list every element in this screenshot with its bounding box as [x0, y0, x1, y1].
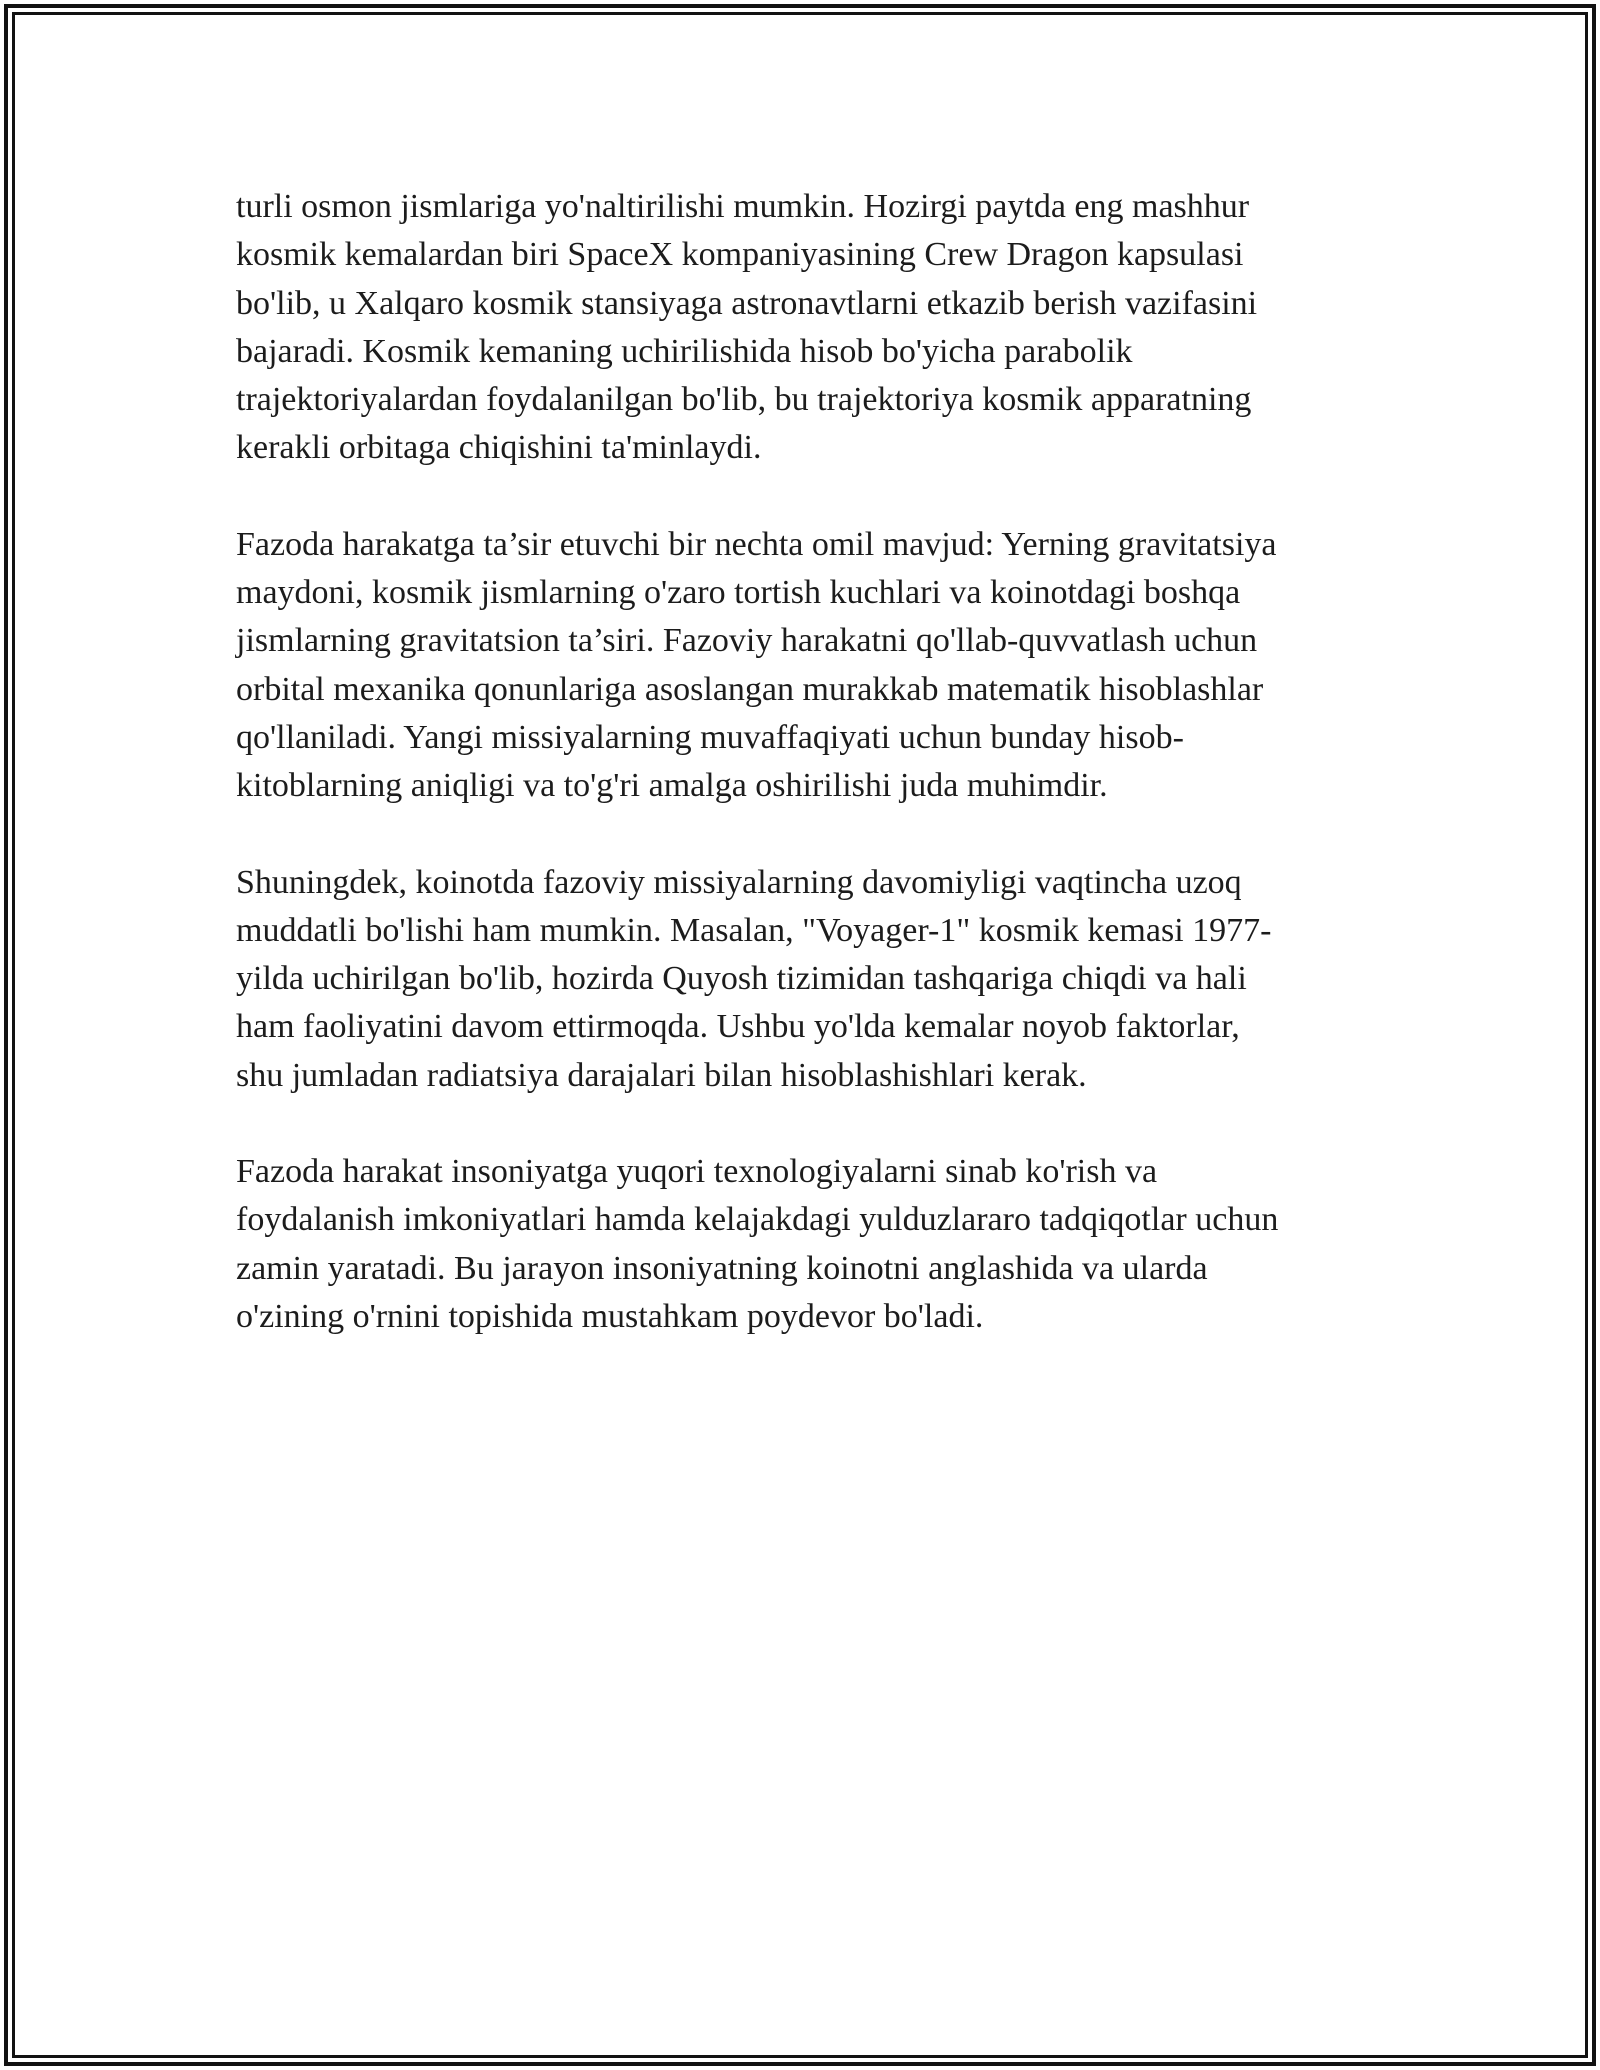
- text-line: jismlarning gravitatsion ta’siri. Fazoviy harakatni qo'llab-quvvatlash uchun: [236, 622, 1258, 660]
- text-line: qo'llaniladi. Yangi missiyalarning muvaffaqiyati uchun bunday hisob-: [236, 718, 1184, 756]
- document-body: [236, 183, 1376, 1389]
- paragraph-3: [236, 859, 1376, 1100]
- paragraph-4: [236, 1148, 1376, 1341]
- text-line: yilda uchirilgan bo'lib, hozirda Quyosh tizimidan tashqariga chiqdi va hali: [236, 960, 1247, 998]
- paragraph-2: [236, 521, 1376, 811]
- text-line: trajektoriyalardan foydalanilgan bo'lib, bu trajektoriya kosmik apparatning: [236, 381, 1252, 419]
- text-line: bajaradi. Kosmik kemaning uchirilishida hisob bo'yicha parabolik: [236, 332, 1133, 370]
- text-line: Fazoda harakatga ta’sir etuvchi bir nechta omil mavjud: Yerning gravitatsiya: [236, 525, 1277, 563]
- text-line: foydalanish imkoniyatlari hamda kelajakdagi yulduzlararo tadqiqotlar uchun: [236, 1201, 1279, 1239]
- text-line: muddatli bo'lishi ham mumkin. Masalan, "Voyager-1" kosmik kemasi 1977-: [236, 911, 1272, 949]
- text-line: ham faoliyatini davom ettirmoqda. Ushbu yo'lda kemalar noyob faktorlar,: [236, 1008, 1240, 1046]
- text-line: Shuningdek, koinotda fazoviy missiyalarning davomiyligi vaqtincha uzoq: [236, 863, 1242, 901]
- text-line: kerakli orbitaga chiqishini ta'minlaydi.: [236, 429, 762, 467]
- text-line: Fazoda harakat insoniyatga yuqori texnologiyalarni sinab ko'rish va: [236, 1153, 1158, 1191]
- text-line: maydoni, kosmik jismlarning o'zaro tortish kuchlari va koinotdagi boshqa: [236, 574, 1241, 612]
- text-line: turli osmon jismlariga yo'naltirilishi mumkin. Hozirgi paytda eng mashhur: [236, 188, 1250, 225]
- text-line: bo'lib, u Xalqaro kosmik stansiyaga astronavtlarni etkazib berish vazifasini: [236, 284, 1258, 322]
- text-line: kosmik kemalardan biri SpaceX kompaniyasining Crew Dragon kapsulasi: [236, 236, 1244, 274]
- text-line: shu jumladan radiatsiya darajalari bilan hisoblashishlari kerak.: [236, 1056, 1087, 1094]
- text-line: kitoblarning aniqligi va to'g'ri amalga oshirilishi juda muhimdir.: [236, 767, 1108, 805]
- text-line: o'zining o'rnini topishida mustahkam poydevor bo'ladi.: [236, 1297, 984, 1335]
- text-line: zamin yaratadi. Bu jarayon insoniyatning koinotni anglashida va ularda: [236, 1249, 1208, 1287]
- text-line: orbital mexanika qonunlariga asoslangan murakkab matematik hisoblashlar: [236, 670, 1264, 708]
- paragraph-1: [236, 183, 1376, 473]
